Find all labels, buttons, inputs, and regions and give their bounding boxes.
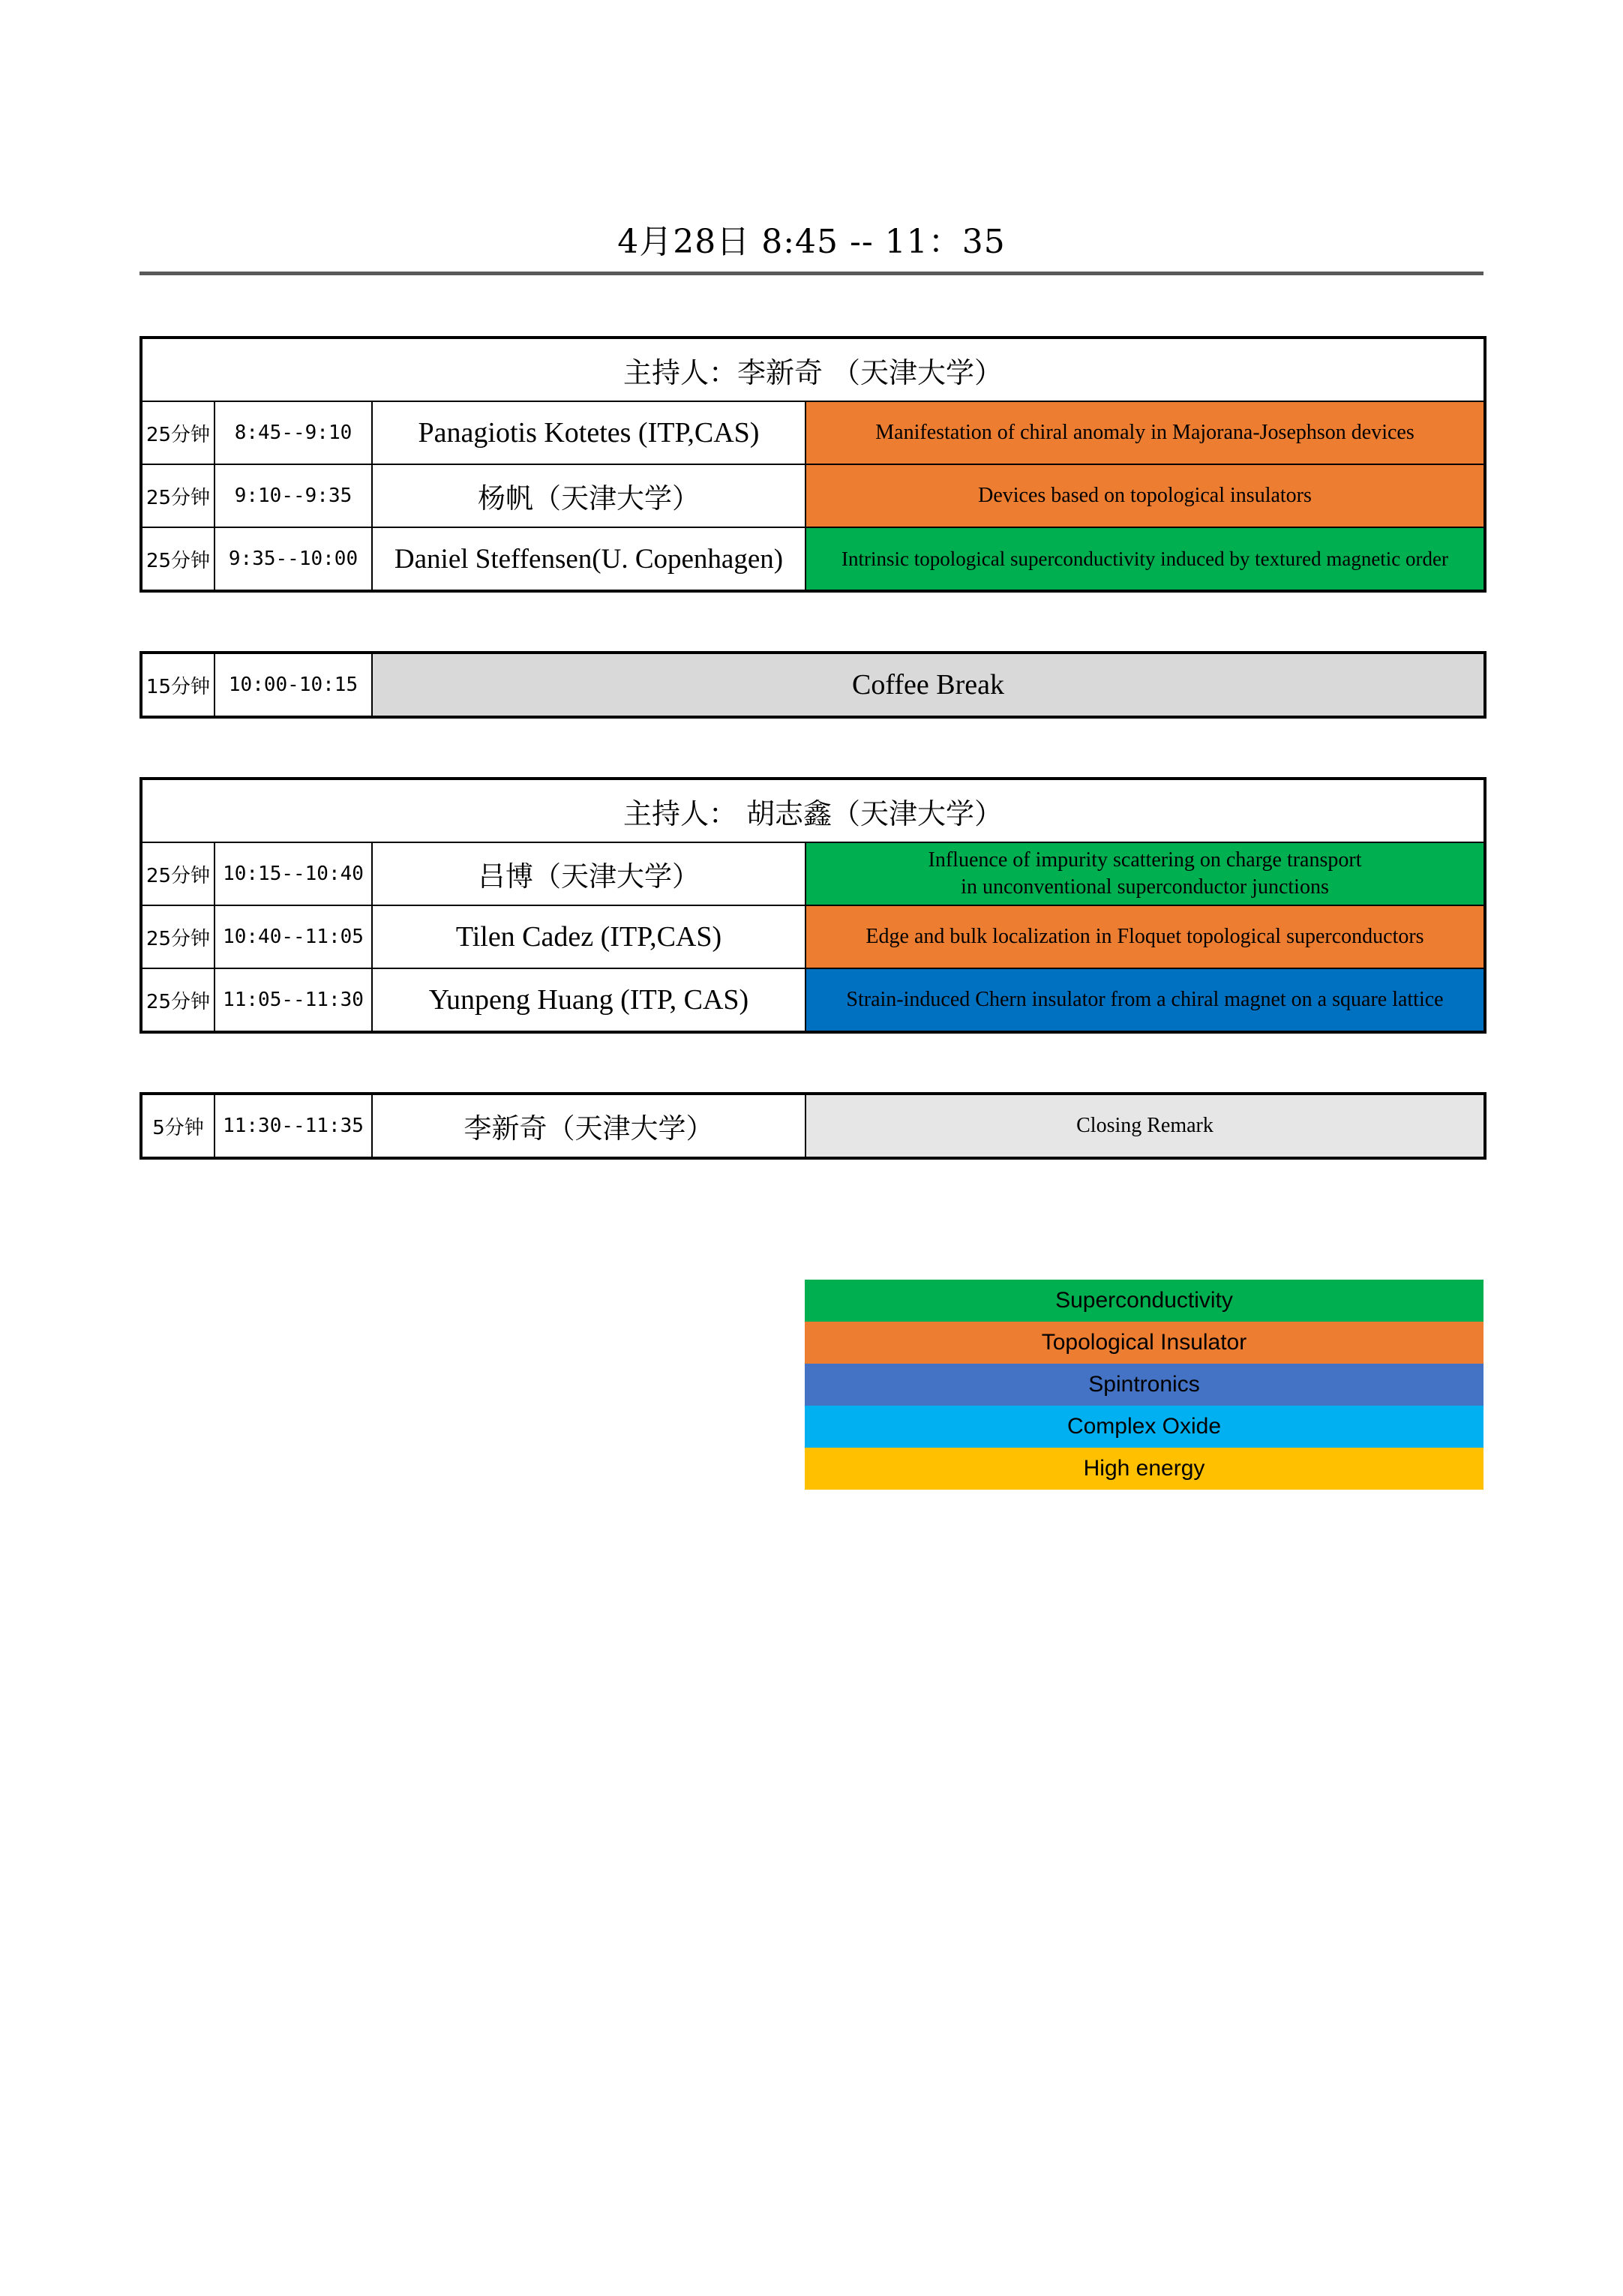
talk-duration: 25分钟 — [141, 842, 214, 905]
table-row — [141, 968, 1485, 1032]
talk-speaker: Daniel Steffensen(U. Copenhagen) — [372, 527, 806, 591]
talk-duration: 25分钟 — [141, 401, 214, 464]
table-row — [141, 401, 1485, 464]
break-label: Coffee Break — [372, 653, 1485, 717]
closing-speaker: 李新奇（天津大学） — [372, 1094, 806, 1158]
talk-speaker: 吕博（天津大学） — [372, 842, 806, 905]
talk-duration: 25分钟 — [141, 968, 214, 1032]
table-row — [141, 653, 1485, 717]
table-row — [141, 1094, 1485, 1158]
talk-time: 8:45--9:10 — [214, 401, 372, 464]
table-row — [141, 527, 1485, 591]
talk-duration: 25分钟 — [141, 905, 214, 968]
legend-item-high-energy: High energy — [805, 1448, 1484, 1490]
talk-speaker: 杨帆（天津大学） — [372, 464, 806, 527]
legend-item-superconductivity: Superconductivity — [805, 1280, 1484, 1322]
legend-item-topological-insulator: Topological Insulator — [805, 1322, 1484, 1364]
talk-topic: Strain-induced Chern insulator from a chiral magnet on a square lattice — [806, 968, 1485, 1032]
session-2-table — [140, 777, 1486, 1034]
table-row — [141, 842, 1485, 905]
title-divider — [140, 272, 1484, 275]
talk-topic-line-1: Influence of impurity scattering on charge transport — [928, 848, 1362, 872]
talk-time: 11:05--11:30 — [214, 968, 372, 1032]
talk-duration: 25分钟 — [141, 464, 214, 527]
talk-topic: Edge and bulk localization in Floquet topological superconductors — [806, 905, 1485, 968]
talk-time: 9:35--10:00 — [214, 527, 372, 591]
closing-duration: 5分钟 — [141, 1094, 214, 1158]
break-time: 10:00-10:15 — [214, 653, 372, 717]
closing-table — [140, 1092, 1486, 1160]
talk-time: 10:15--10:40 — [214, 842, 372, 905]
closing-topic: Closing Remark — [806, 1094, 1485, 1158]
table-row — [141, 464, 1485, 527]
page-title: 4月28日 8:45 -- 11：35 — [617, 223, 1006, 261]
talk-topic: Devices based on topological insulators — [806, 464, 1485, 527]
break-duration: 15分钟 — [141, 653, 214, 717]
session-2-host: 主持人： 胡志鑫（天津大学） — [141, 779, 1485, 842]
talk-speaker: Panagiotis Kotetes (ITP,CAS) — [372, 401, 806, 464]
session-1-host: 主持人：李新奇 （天津大学） — [141, 338, 1485, 401]
talk-topic: Manifestation of chiral anomaly in Majorana-Josephson devices — [806, 401, 1485, 464]
talk-topic — [806, 842, 1485, 905]
table-row — [141, 905, 1485, 968]
talk-topic: Intrinsic topological superconductivity induced by textured magnetic order — [806, 527, 1485, 591]
session-1-table — [140, 336, 1486, 593]
talk-time: 10:40--11:05 — [214, 905, 372, 968]
talk-topic-line-2: in unconventional superconductor junctions — [961, 875, 1329, 899]
topic-color-legend — [805, 1280, 1484, 1490]
talk-speaker: Yunpeng Huang (ITP, CAS) — [372, 968, 806, 1032]
legend-item-complex-oxide: Complex Oxide — [805, 1406, 1484, 1448]
closing-time: 11:30--11:35 — [214, 1094, 372, 1158]
talk-speaker: Tilen Cadez (ITP,CAS) — [372, 905, 806, 968]
coffee-break-table — [140, 651, 1486, 719]
talk-time: 9:10--9:35 — [214, 464, 372, 527]
talk-duration: 25分钟 — [141, 527, 214, 591]
legend-item-spintronics: Spintronics — [805, 1364, 1484, 1406]
